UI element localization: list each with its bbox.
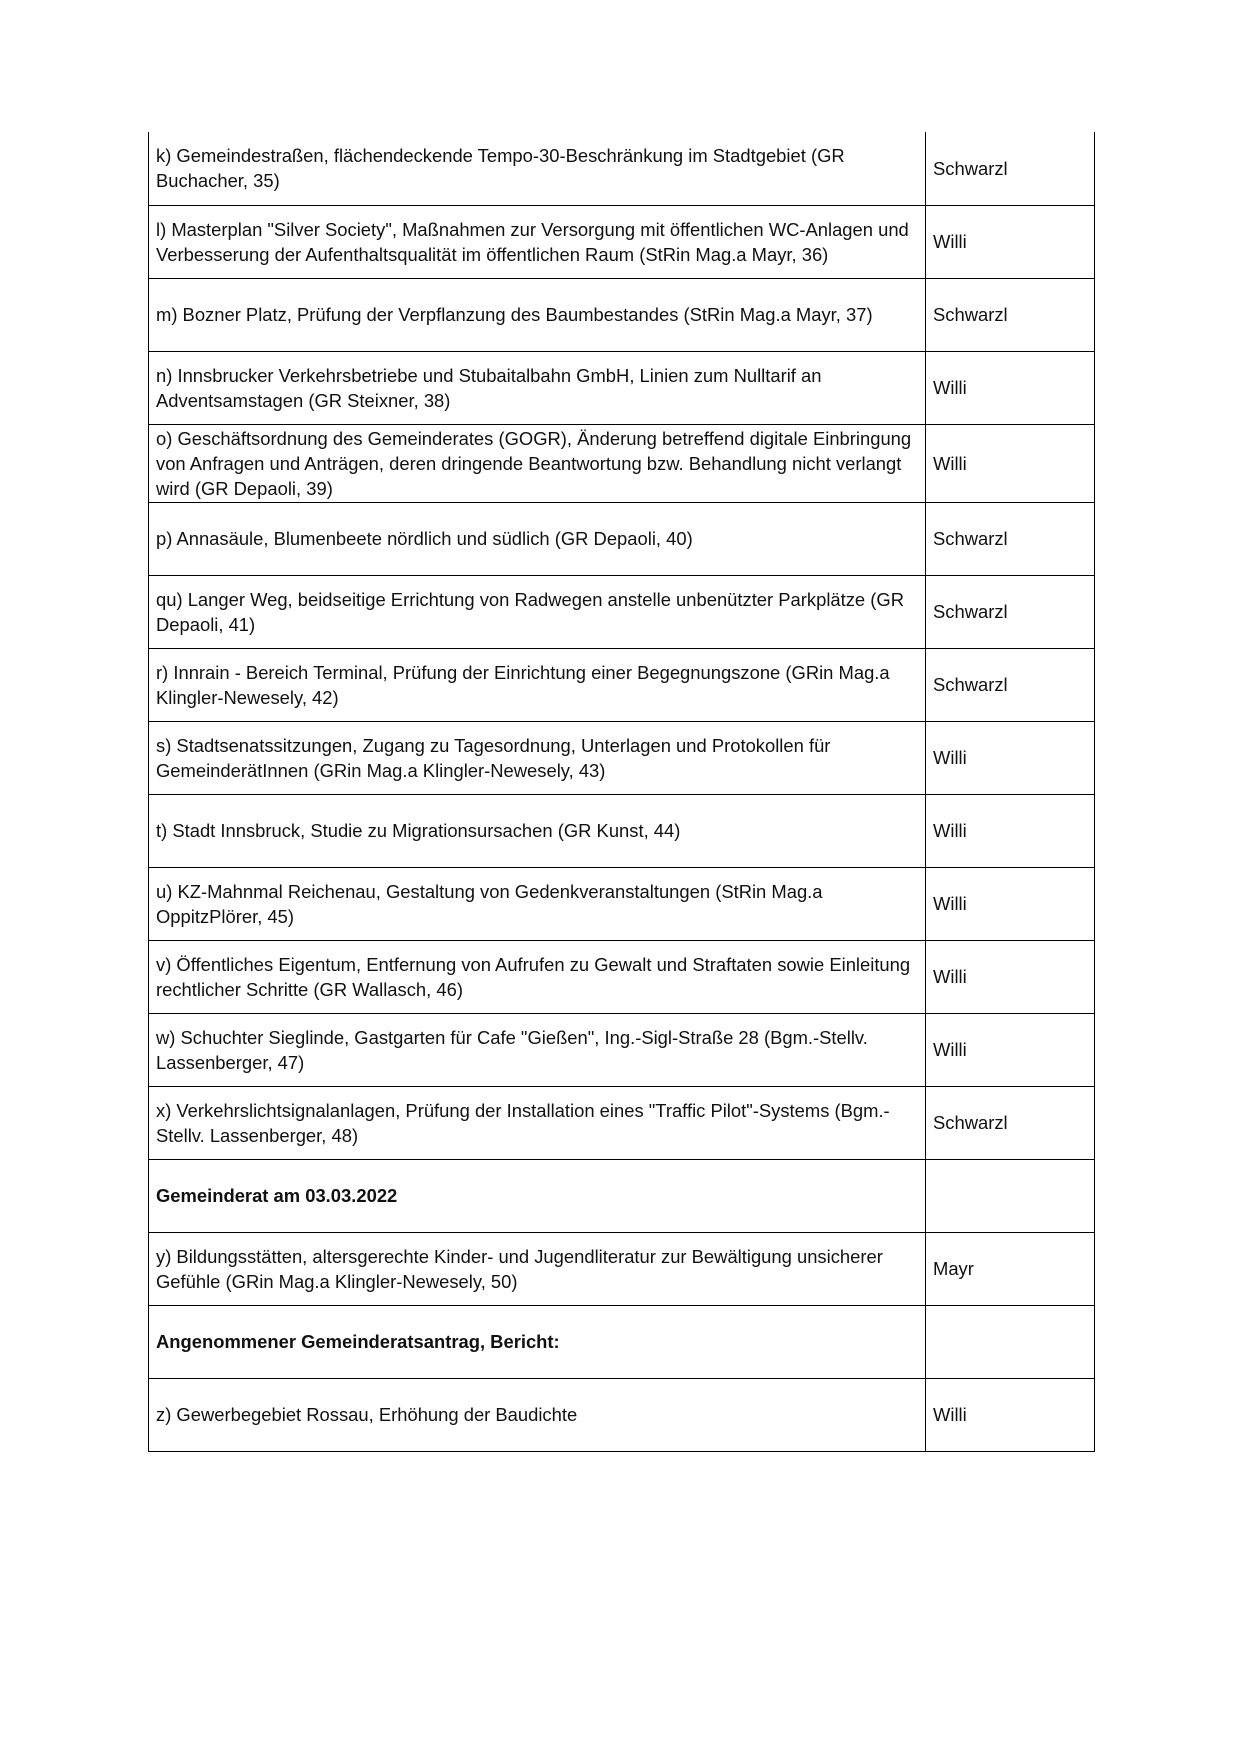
table-row [149,502,1095,575]
topic-cell: o) Geschäftsordnung des Gemeinderates (GOGR), Änderung betreffend digitale Einbringung von Anfragen und Anträgen, deren dringende Beantwortung bzw. Behandlung nicht verlangt wird (GR Depaoli, 39) [149,424,926,502]
table-row [149,575,1095,648]
responsible-cell [926,1159,1095,1232]
responsible-cell: Willi [926,1378,1095,1451]
topic-cell: s) Stadtsenatssitzungen, Zugang zu Tagesordnung, Unterlagen und Protokollen für GemeinderätInnen (GRin Mag.a Klingler-Newesely, 43) [149,721,926,794]
responsible-cell: Willi [926,867,1095,940]
table-row [149,278,1095,351]
responsible-cell: Schwarzl [926,1086,1095,1159]
table-row [149,794,1095,867]
table-row [149,132,1095,205]
responsible-cell: Mayr [926,1232,1095,1305]
topic-cell: k) Gemeindestraßen, flächendeckende Tempo-30-Beschränkung im Stadtgebiet (GR Buchacher, 35) [149,132,926,205]
responsible-cell: Willi [926,424,1095,502]
topic-cell: t) Stadt Innsbruck, Studie zu Migrationsursachen (GR Kunst, 44) [149,794,926,867]
section-heading: Gemeinderat am 03.03.2022 [149,1159,926,1232]
responsible-cell: Schwarzl [926,278,1095,351]
responsible-cell: Schwarzl [926,132,1095,205]
topic-cell: l) Masterplan "Silver Society", Maßnahmen zur Versorgung mit öffentlichen WC-Anlagen und Verbesserung der Aufenthaltsqualität im öffentlichen Raum (StRin Mag.a Mayr, 36) [149,205,926,278]
topic-cell: u) KZ-Mahnmal Reichenau, Gestaltung von Gedenkveranstaltungen (StRin Mag.a OppitzPlörer, 45) [149,867,926,940]
responsible-cell: Willi [926,351,1095,424]
responsible-cell: Willi [926,205,1095,278]
responsible-cell: Willi [926,1013,1095,1086]
table-row [149,940,1095,1013]
section-heading-row [149,1159,1095,1232]
agenda-table [148,132,1095,1452]
table-row [149,1013,1095,1086]
table-row [149,1086,1095,1159]
table-row [149,721,1095,794]
responsible-cell [926,1305,1095,1378]
topic-cell: n) Innsbrucker Verkehrsbetriebe und Stubaitalbahn GmbH, Linien zum Nulltarif an Adventsamstagen (GR Steixner, 38) [149,351,926,424]
topic-cell: qu) Langer Weg, beidseitige Errichtung von Radwegen anstelle unbenützter Parkplätze (GR Depaoli, 41) [149,575,926,648]
table-row [149,1232,1095,1305]
section-heading: Angenommener Gemeinderatsantrag, Bericht: [149,1305,926,1378]
responsible-cell: Willi [926,940,1095,1013]
responsible-cell: Schwarzl [926,575,1095,648]
section-heading-row [149,1305,1095,1378]
topic-cell: p) Annasäule, Blumenbeete nördlich und südlich (GR Depaoli, 40) [149,502,926,575]
responsible-cell: Willi [926,794,1095,867]
table-row [149,1378,1095,1451]
topic-cell: v) Öffentliches Eigentum, Entfernung von Aufrufen zu Gewalt und Straftaten sowie Einleitung rechtlicher Schritte (GR Wallasch, 46) [149,940,926,1013]
topic-cell: w) Schuchter Sieglinde, Gastgarten für Cafe "Gießen", Ing.-Sigl-Straße 28 (Bgm.-Stellv. Lassenberger, 47) [149,1013,926,1086]
topic-cell: y) Bildungsstätten, altersgerechte Kinder- und Jugendliteratur zur Bewältigung unsicherer Gefühle (GRin Mag.a Klingler-Newesely, 50) [149,1232,926,1305]
table-row [149,867,1095,940]
table-row [149,424,1095,502]
responsible-cell: Schwarzl [926,648,1095,721]
responsible-cell: Schwarzl [926,502,1095,575]
responsible-cell: Willi [926,721,1095,794]
topic-cell: z) Gewerbegebiet Rossau, Erhöhung der Baudichte [149,1378,926,1451]
topic-cell: r) Innrain - Bereich Terminal, Prüfung der Einrichtung einer Begegnungszone (GRin Mag.a Klingler-Newesely, 42) [149,648,926,721]
topic-cell: m) Bozner Platz, Prüfung der Verpflanzung des Baumbestandes (StRin Mag.a Mayr, 37) [149,278,926,351]
topic-cell: x) Verkehrslichtsignalanlagen, Prüfung der Installation eines "Traffic Pilot"-Systems (Bgm.-Stellv. Lassenberger, 48) [149,1086,926,1159]
table-row [149,648,1095,721]
table-row [149,205,1095,278]
table-row [149,351,1095,424]
